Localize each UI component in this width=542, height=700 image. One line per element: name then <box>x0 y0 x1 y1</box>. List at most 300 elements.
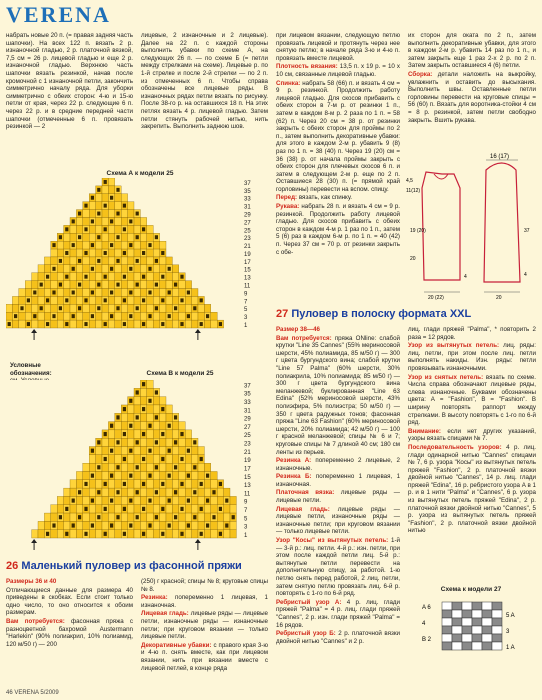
chart-cell <box>115 241 121 249</box>
chart-cell <box>89 455 95 463</box>
para-heading: Размер 38—46 <box>276 326 320 333</box>
chart-stitch-mark <box>78 306 81 310</box>
chart-cell <box>6 304 12 312</box>
chart-cell <box>44 513 50 521</box>
chart-stitch-mark <box>174 490 177 494</box>
chart-stitch-mark <box>142 227 145 231</box>
chart-stitch-mark <box>180 507 183 511</box>
chart-cell <box>121 463 127 471</box>
chart-cell <box>32 304 38 312</box>
row-number: 9 <box>244 499 248 506</box>
chart-stitch-mark <box>168 449 171 453</box>
col3_bottom-para <box>276 630 400 645</box>
chart-cell <box>76 320 82 328</box>
scheme27-cell <box>452 618 462 626</box>
chart-stitch-mark <box>97 235 100 239</box>
chart-cell <box>166 430 172 438</box>
chart-cell <box>70 480 76 488</box>
chart-cell <box>96 496 102 504</box>
chart-stitch-mark <box>78 490 81 494</box>
chart-cell <box>134 455 140 463</box>
chart-stitch-mark <box>174 306 177 310</box>
chart-cell <box>153 312 159 320</box>
chart-cell <box>140 422 146 430</box>
chart-stitch-mark <box>72 219 75 223</box>
chart-cell <box>153 296 159 304</box>
chart-stitch-mark <box>104 532 107 536</box>
chart-cell <box>172 521 178 529</box>
chart-stitch-mark <box>187 449 190 453</box>
chart-stitch-mark <box>116 465 119 469</box>
chart-stitch-mark <box>91 219 94 223</box>
para-heading: Внимание: <box>408 427 441 435</box>
chart-cell <box>192 505 198 513</box>
para-heading: Резинка А: <box>276 457 312 465</box>
chart-cell <box>70 281 76 289</box>
col1-top-text: набрать новые 20 п. (= правая задняя часть шапочки). На всех 122 п. вязать 2 р. изнаночной гладью, 2 р. платочной вязкой, 7,5 см = 26 р. лицевой гладью и еще 2 р. изнаночной гладью. Верхнюю часть шапочки вязать резинкой, начав после кромочной с 1 изнаночной петли, закончить симметрично началу ряда. Для уборки симметрично с обеих сторон: 4-ю и 15-ю петли от края, через 22 р. следующие 6 п. через 22 р. и в средние передней части шапочки (отмеченные 6 п. провязать резинкой — 2 <box>6 32 133 131</box>
chart-cell <box>160 241 166 249</box>
row-number: 11 <box>244 283 251 290</box>
chart-cell <box>102 438 108 446</box>
chart-cell <box>89 505 95 513</box>
scheme27-cell <box>452 610 462 618</box>
chart-cell <box>102 513 108 521</box>
chart-stitch-mark <box>123 507 126 511</box>
chart-cell <box>192 455 198 463</box>
chart-cell <box>134 480 140 488</box>
chart-cell <box>160 397 166 405</box>
para-body: пряжа ONline: слабой крутки "Line 35 Cannes" (55% мериносовой шерсти, 45% полиамида, 85 м/50 г) — 300 г цвета бургундского вина; слабой крутки "Line 57 Palma" (60% шерсти, 30% полиакрила, 10% полиамида; 85 м/50 г) — 300 г цвета бургундского вина меланжевой; буклированная "Line 63 Edina" (52% мериносовой шерсти, 43% полиэфира, 5% полиэстра; 50 м/50 г) — 350 г цвета радужных тонов; фасонная пряжа "Line 63 Fashion" (60% мериносовой шерсти, 20% полиамида; 42 м/50 г) — 100 г красной меланжевой; спицы № 6 и 7; круговые спицы № 7 длиной 40 см; 180 см ленты из перьев. <box>276 334 400 456</box>
chart-stitch-mark <box>180 322 183 326</box>
chart-cell <box>192 530 198 538</box>
chart-stitch-mark <box>116 515 119 519</box>
chart-cell <box>115 530 121 538</box>
chart-cell <box>153 480 159 488</box>
chart-stitch-mark <box>200 507 203 511</box>
chart-stitch-mark <box>206 499 209 503</box>
para-heading: Платочная вязка: <box>276 489 335 497</box>
col3-intro: при лицевом вязании, следующую петлю провязать лицевой и протянуть через нее снятую петлю; в начале ряда 3-ю и 4-ю п. провязать вместе лицевой. <box>276 32 400 62</box>
chart-cell <box>121 488 127 496</box>
chart-stitch-mark <box>84 227 87 231</box>
chart-cell <box>192 289 198 297</box>
chart-stitch-mark <box>225 499 228 503</box>
chart-stitch-mark <box>59 283 62 287</box>
col4-top <box>408 32 536 150</box>
chart-stitch-mark <box>212 515 215 519</box>
chart-cell <box>134 496 140 504</box>
chart-cell <box>70 513 76 521</box>
row-number: 7 <box>244 508 248 515</box>
col4-bottom <box>408 326 536 586</box>
chart-stitch-mark <box>142 382 145 386</box>
chart-stitch-mark <box>155 259 158 263</box>
chart-cell <box>102 312 108 320</box>
chart-stitch-mark <box>65 275 68 279</box>
chart-cell <box>153 505 159 513</box>
chart-cell <box>179 463 185 471</box>
col3_bottom-para <box>276 457 400 472</box>
chart-cell <box>147 430 153 438</box>
chart-stitch-mark <box>116 259 119 263</box>
para-body: если нет других указаний, узоры вязать спицами № 7. <box>408 427 536 443</box>
chart-stitch-mark <box>129 243 132 247</box>
para-heading: Узор из вытянутых петель: <box>408 342 500 350</box>
scheme27-cell <box>452 602 462 610</box>
para-body: лиц. глади пряжей "Palma", * повторить 2 раза = 12 рядов. <box>408 326 536 341</box>
chart-stitch-mark <box>116 415 119 419</box>
col4_bottom-para <box>408 374 536 427</box>
chart-cell <box>160 496 166 504</box>
col2-top <box>141 32 268 164</box>
chart-cell <box>140 257 146 265</box>
chart-cell <box>172 530 178 538</box>
chart-stitch-mark <box>97 283 100 287</box>
chart-stitch-mark <box>104 457 107 461</box>
chart-cell <box>128 304 134 312</box>
chart-cell <box>64 312 70 320</box>
chart-cell <box>38 312 44 320</box>
chart-cell <box>44 289 50 297</box>
row-number: 11 <box>244 491 251 498</box>
chart-stitch-mark <box>110 499 113 503</box>
chart-cell <box>70 530 76 538</box>
chart-stitch-mark <box>116 235 119 239</box>
chart-cell <box>147 281 153 289</box>
chart-cell <box>102 265 108 273</box>
chart-stitch-mark <box>123 322 126 326</box>
chart-stitch-mark <box>110 449 113 453</box>
chart-cell <box>172 422 178 430</box>
chart-cell <box>211 320 217 328</box>
chart-cell <box>64 488 70 496</box>
chart-cell <box>160 463 166 471</box>
chart-cell <box>83 312 89 320</box>
chart-stitch-mark <box>161 482 164 486</box>
chart-stitch-mark <box>116 212 119 216</box>
row-number: 25 <box>244 433 251 440</box>
chart-cell <box>108 530 114 538</box>
chart-stitch-mark <box>174 415 177 419</box>
scheme27-cell <box>482 618 492 626</box>
chart-cell <box>57 273 63 281</box>
chart-cell <box>140 397 146 405</box>
chart-cell <box>38 273 44 281</box>
chart-cell <box>115 480 121 488</box>
chart-cell <box>121 217 127 225</box>
scheme27-cell <box>492 602 502 610</box>
chart-cell <box>108 296 114 304</box>
chart-stitch-mark <box>206 314 209 318</box>
chart-stitch-mark <box>104 322 107 326</box>
chart-stitch-mark <box>123 298 126 302</box>
chart-cell <box>121 471 127 479</box>
chart-stitch-mark <box>59 235 62 239</box>
chart-cell <box>147 225 153 233</box>
chart-stitch-mark <box>129 424 132 428</box>
chart-cell <box>134 521 140 529</box>
scheme27-cell <box>482 610 492 618</box>
chart-cell <box>44 304 50 312</box>
chart-cell <box>140 289 146 297</box>
col3_bottom-para <box>276 537 400 598</box>
chart-cell <box>115 265 121 273</box>
chart-stitch-mark <box>123 227 126 231</box>
chart-cell <box>160 447 166 455</box>
chart-stitch-mark <box>52 291 55 295</box>
scheme27-right-label: 1 A <box>506 645 515 651</box>
chart-cell <box>102 304 108 312</box>
para-body: с правого края 3-ю и 4-ю п. снять вместе, как при лицевом вязании, нить при вязании вместе с лицевой петлей, в конце ряда <box>141 641 268 672</box>
chart-cell <box>57 496 63 504</box>
chart-cell <box>51 530 57 538</box>
chart-cell <box>134 273 140 281</box>
chart-cell <box>102 521 108 529</box>
chart-cell <box>198 513 204 521</box>
chart-cell <box>166 463 172 471</box>
chart-stitch-mark <box>72 314 75 318</box>
chart-cell <box>230 530 236 538</box>
col1-bottom <box>6 578 133 688</box>
chart-stitch-mark <box>129 449 132 453</box>
chart-cell <box>70 505 76 513</box>
chart-cell <box>76 273 82 281</box>
chart-stitch-mark <box>110 243 113 247</box>
chart-cell <box>96 202 102 210</box>
chart-cell <box>198 496 204 504</box>
chart-stitch-mark <box>142 432 145 436</box>
chart-cell <box>108 225 114 233</box>
scheme27-cell <box>442 634 452 642</box>
chart-cell <box>70 273 76 281</box>
chart-stitch-mark <box>123 204 126 208</box>
chart-cell <box>153 241 159 249</box>
chart-stitch-mark <box>219 532 222 536</box>
chart-cell <box>211 530 217 538</box>
chart-stitch-mark <box>129 267 132 271</box>
para-heading: Лицевая гладь: <box>276 505 330 513</box>
chart-stitch-mark <box>200 322 203 326</box>
chart-stitch-mark <box>142 407 145 411</box>
chart-cell <box>51 257 57 265</box>
chart-stitch-mark <box>116 306 119 310</box>
chart-cell <box>115 225 121 233</box>
chart-cell <box>121 289 127 297</box>
chart-cell <box>121 312 127 320</box>
chart-cell <box>166 413 172 421</box>
dim-cuff-label: 20 <box>496 295 502 301</box>
chart-stitch-mark <box>206 523 209 527</box>
chart-cell <box>153 521 159 529</box>
page-footer: 46 VERENA 5/2009 <box>6 690 59 696</box>
chart-stitch-mark <box>110 291 113 295</box>
col4_bottom-para <box>408 326 536 341</box>
chart-stitch-mark <box>142 507 145 511</box>
para-heading: Последовательность узоров: <box>408 443 502 451</box>
chart-cell <box>25 281 31 289</box>
chart-cell <box>76 225 82 233</box>
chart-stitch-mark <box>129 399 132 403</box>
chart-cell <box>83 521 89 529</box>
chart-cell <box>153 405 159 413</box>
row-number: 21 <box>244 244 251 251</box>
chart-cell <box>128 430 134 438</box>
chart-cell <box>147 405 153 413</box>
chart-cell <box>108 202 114 210</box>
chart-cell <box>153 496 159 504</box>
chart-cell <box>179 521 185 529</box>
chart-stitch-mark <box>52 314 55 318</box>
chart-cell <box>128 320 134 328</box>
chart-cell <box>134 320 140 328</box>
chart-cell <box>185 463 191 471</box>
chart-cell <box>38 521 44 529</box>
col4_rest-para <box>408 71 536 124</box>
scheme-a-title: Схема А к модели 25 <box>106 170 174 177</box>
chart-stitch-mark <box>123 275 126 279</box>
chart-stitch-mark <box>136 259 139 263</box>
chart-cell <box>115 320 121 328</box>
chart-stitch-mark <box>59 515 62 519</box>
col2_bottom-para <box>141 642 268 672</box>
para-body: 2 р. платочной вязки двойной нитью "Cannes" и 2 р. <box>276 630 400 645</box>
chart-cell <box>166 480 172 488</box>
chart-cell <box>128 225 134 233</box>
chart-cell <box>83 488 89 496</box>
chart-stitch-mark <box>104 204 107 208</box>
scheme-b-chart <box>6 380 268 552</box>
chart-stitch-mark <box>84 275 87 279</box>
scheme27-left-label: B 2 <box>422 637 432 643</box>
chart-stitch-mark <box>200 457 203 461</box>
dim-waist-label: 4 <box>464 274 467 280</box>
chart-stitch-mark <box>155 440 158 444</box>
chart-stitch-mark <box>148 243 151 247</box>
chart-stitch-mark <box>104 432 107 436</box>
para-body: попеременно 2 лицевые, 2 изнаночные. <box>276 457 400 472</box>
chart-cell <box>64 265 70 273</box>
chart-stitch-mark <box>142 275 145 279</box>
chart-stitch-mark <box>110 424 113 428</box>
chart-stitch-mark <box>52 243 55 247</box>
chart-cell <box>134 405 140 413</box>
chart-stitch-mark <box>219 507 222 511</box>
chart-stitch-mark <box>155 390 158 394</box>
chart-stitch-mark <box>219 482 222 486</box>
chart-cell <box>185 304 191 312</box>
chart-cell <box>204 488 210 496</box>
chart-cell <box>153 249 159 257</box>
chart-cell <box>128 405 134 413</box>
chart-cell <box>147 505 153 513</box>
chart-cell <box>147 257 153 265</box>
chart-cell <box>108 273 114 281</box>
scheme27-cell <box>452 642 462 650</box>
chart-cell <box>224 513 230 521</box>
chart-cell <box>115 430 121 438</box>
chart-cell <box>153 397 159 405</box>
col4-paragraphs <box>408 71 536 124</box>
chart-cell <box>57 312 63 320</box>
row-number: 33 <box>244 196 251 203</box>
chart-cell <box>147 380 153 388</box>
para-body: лиц. ряды: лиц. петли, при этом после лиц. петли выполнять накиды. Изн. ряды: петли провязывать изнаночными. <box>408 342 536 372</box>
title-26-number: 26 <box>6 560 19 572</box>
chart-cell <box>108 233 114 241</box>
chart-cell <box>83 217 89 225</box>
scheme27-cell <box>442 602 452 610</box>
chart-cell <box>172 447 178 455</box>
chart-stitch-mark <box>174 440 177 444</box>
chart-stitch-mark <box>187 499 190 503</box>
chart-stitch-mark <box>168 499 171 503</box>
chart-stitch-mark <box>136 235 139 239</box>
chart-cell <box>153 430 159 438</box>
chart-cell <box>121 413 127 421</box>
chart-cell <box>96 471 102 479</box>
chart-cell <box>160 265 166 273</box>
chart-cell <box>108 281 114 289</box>
chart-cell <box>147 455 153 463</box>
chart-cell <box>153 530 159 538</box>
chart-cell <box>70 320 76 328</box>
chart-stitch-mark <box>136 306 139 310</box>
chart-stitch-mark <box>116 490 119 494</box>
dim-width-label: 20 (22) <box>428 295 444 301</box>
chart-stitch-mark <box>104 298 107 302</box>
chart-cell <box>134 225 140 233</box>
scheme27-cell <box>492 618 502 626</box>
chart-cell <box>179 471 185 479</box>
chart-cell <box>211 496 217 504</box>
chart-cell <box>108 430 114 438</box>
col3-top <box>276 32 400 300</box>
chart-stitch-mark <box>174 465 177 469</box>
chart-cell <box>134 241 140 249</box>
chart-cell <box>44 257 50 265</box>
chart-cell <box>185 296 191 304</box>
chart-cell <box>128 463 134 471</box>
chart-cell <box>224 505 230 513</box>
chart-stitch-mark <box>65 251 68 255</box>
chart-cell <box>115 455 121 463</box>
chart-cell <box>32 530 38 538</box>
chart-cell <box>89 202 95 210</box>
chart-cell <box>140 265 146 273</box>
chart-cell <box>160 513 166 521</box>
chart-cell <box>44 265 50 273</box>
col3-paragraphs <box>276 63 400 256</box>
chart-cell <box>76 530 82 538</box>
chart-cell <box>115 202 121 210</box>
chart-cell <box>115 312 121 320</box>
chart-stitch-mark <box>148 399 151 403</box>
para-body: лицевые ряды — лицевые петли, изнаночные ряды — изнаночные петли; при круговом вязании — только лицевые петли. <box>141 610 268 641</box>
scheme27-cell <box>452 634 462 642</box>
chart-cell <box>147 480 153 488</box>
scheme27-cell <box>492 642 502 650</box>
chart-stitch-mark <box>142 322 145 326</box>
chart-cell <box>38 265 44 273</box>
scheme27-cell <box>462 634 472 642</box>
chart-cell <box>96 530 102 538</box>
chart-cell <box>76 521 82 529</box>
chart-cell <box>89 249 95 257</box>
chart-stitch-mark <box>148 474 151 478</box>
chart-cell <box>115 422 121 430</box>
chart-cell <box>108 186 114 194</box>
chart-cell <box>108 320 114 328</box>
